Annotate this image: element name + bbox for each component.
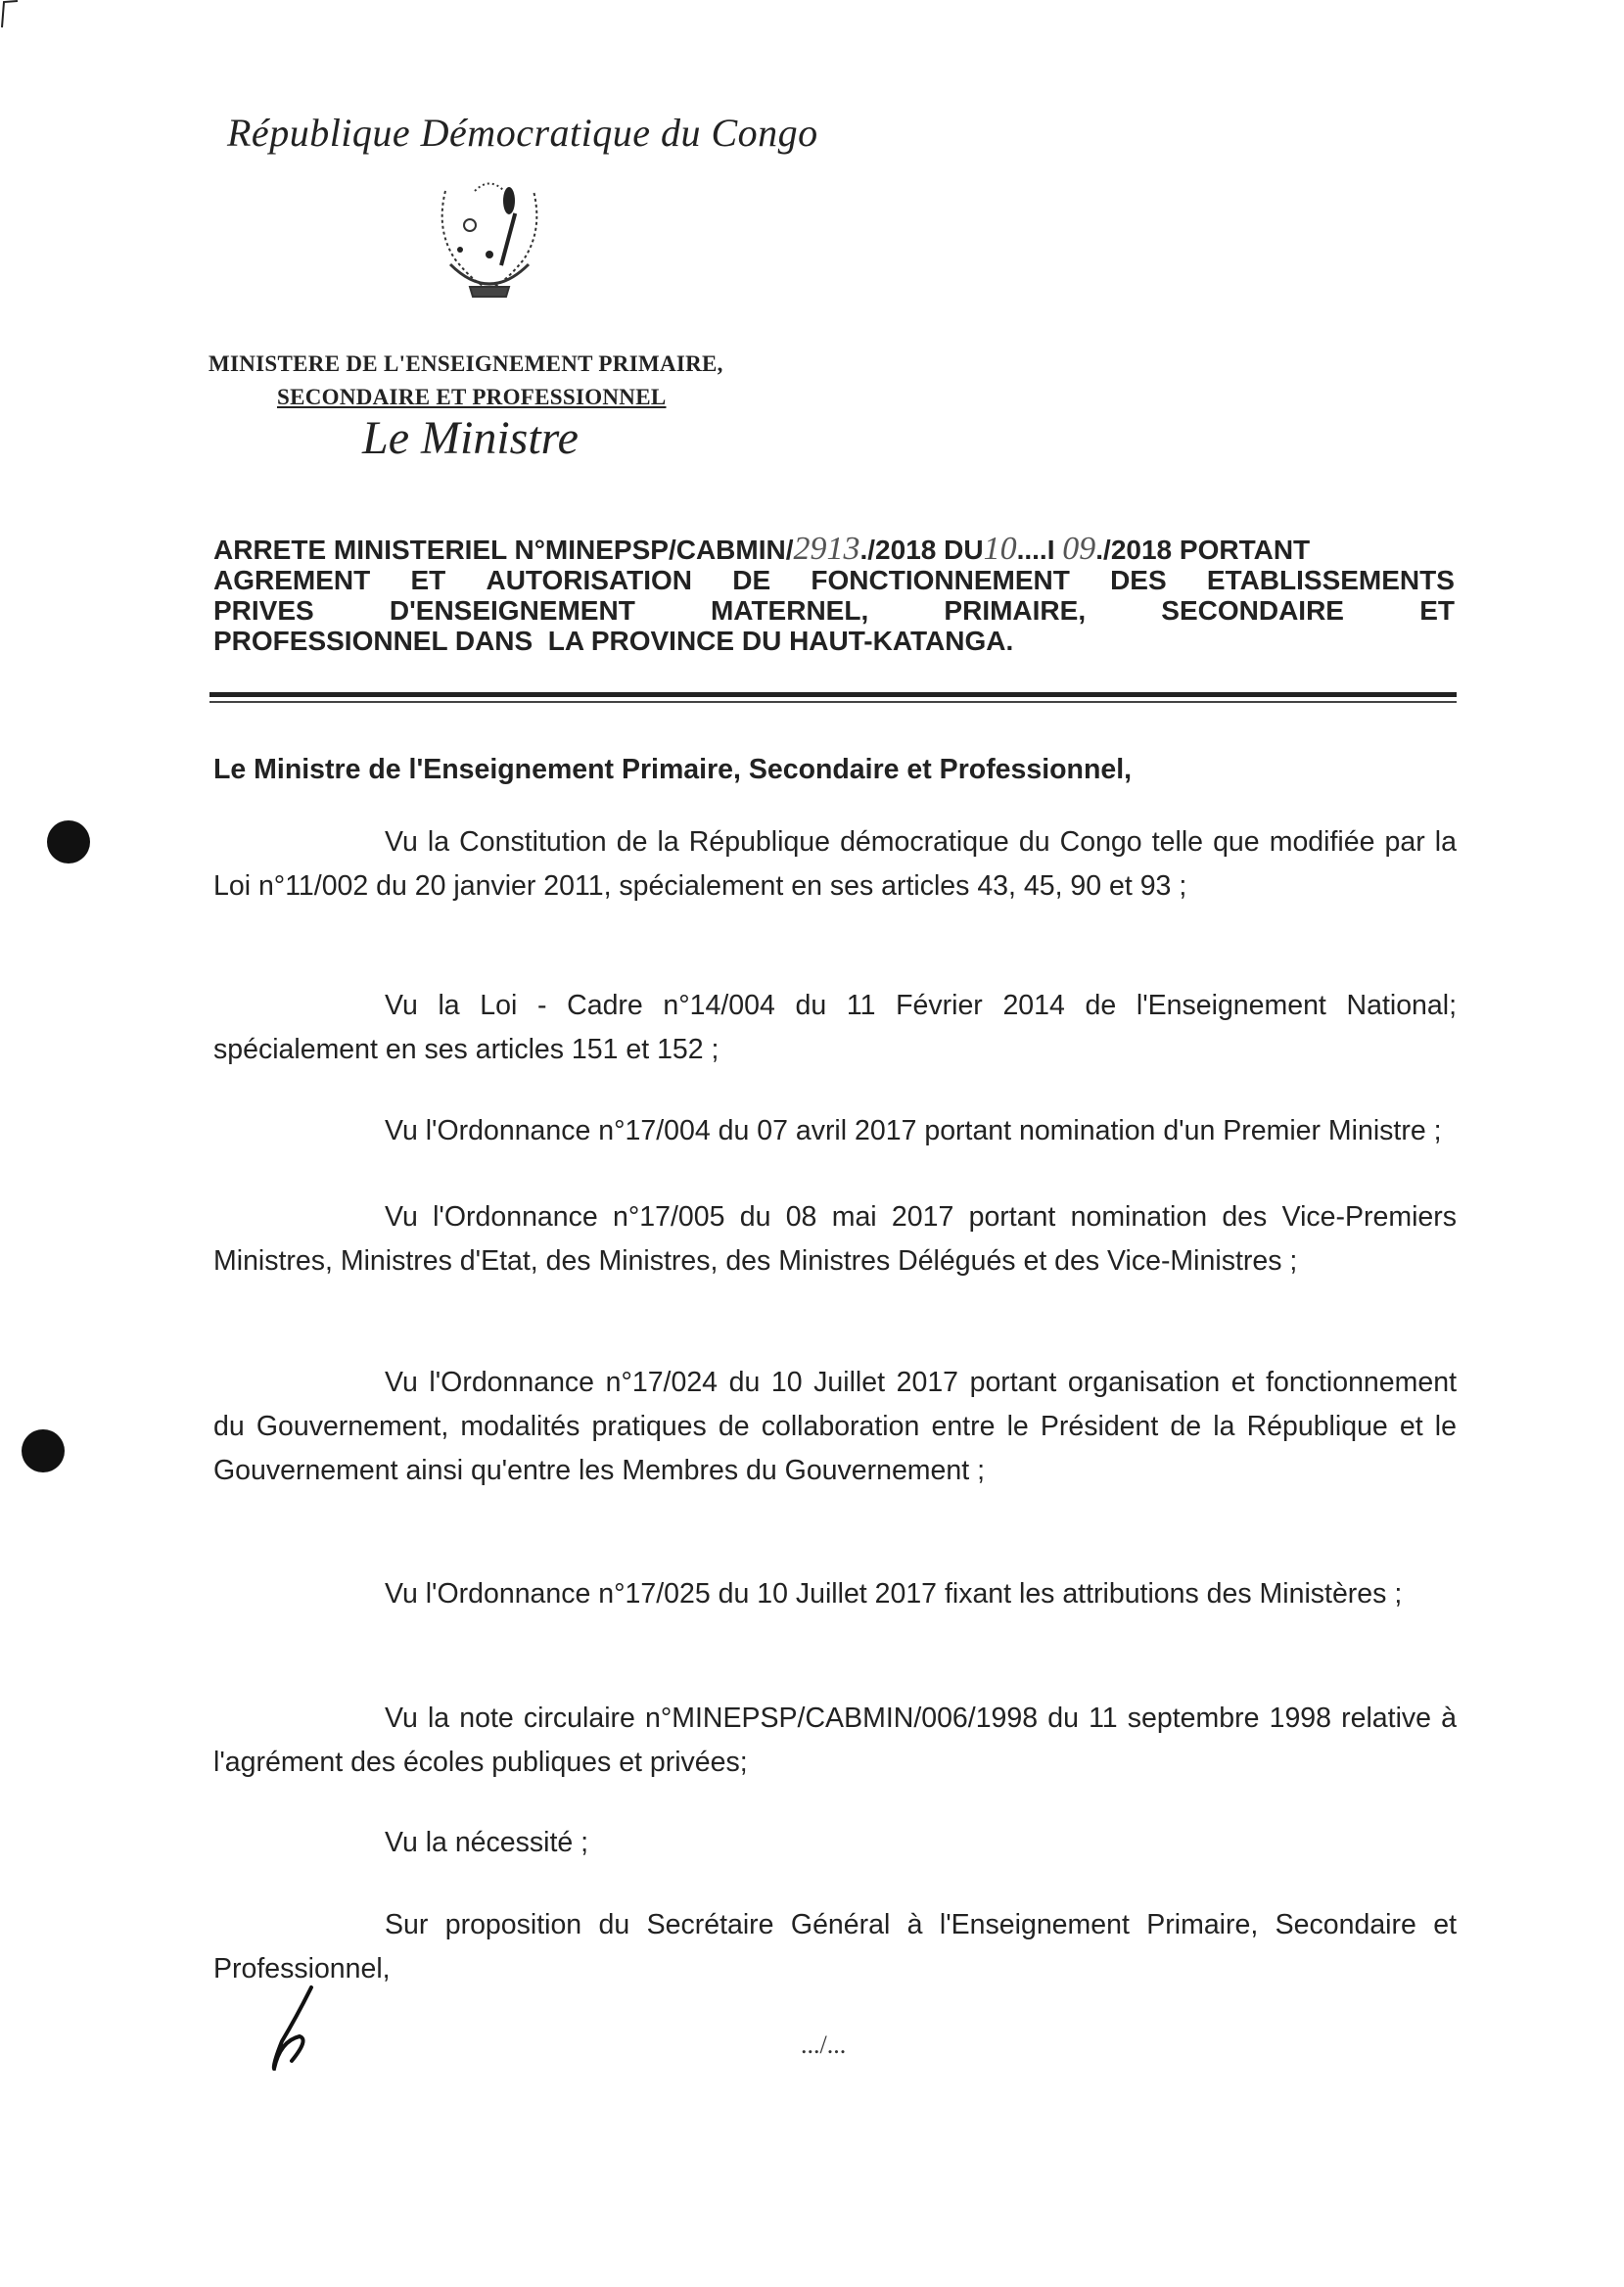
arrete-word: PRIVES [213,595,314,626]
paragraph-constitution: Vu la Constitution de la République démocratique du Congo telle que modifiée par la Loi n°11/002 du 20 janvier 2011, spécialement en ses articles 43, 45, 90 et 93 ; [213,826,1457,902]
page-continuation: .../... [801,2030,847,2059]
arrete-title-line-2 [213,565,1455,595]
ministry-line-2: SECONDAIRE ET PROFESSIONNEL [277,385,667,409]
scan-corner-mark [0,0,20,29]
handwritten-number: 2913 [793,531,860,567]
initial-signature [262,1983,331,2071]
arrete-word: MATERNEL, [710,595,869,626]
paragraph-ordonnance-vice-premiers: Vu l'Ordonnance n°17/005 du 08 mai 2017 portant nomination des Vice-Premiers Ministres, Ministres d'Etat, des Ministres, des Ministres Délégués et des Vice-Ministres ; [213,1201,1457,1277]
arrete-word: ET [410,565,446,595]
title-divider-thin [209,701,1457,703]
paragraph-ordonnance-premier-ministre: Vu l'Ordonnance n°17/004 du 07 avril 2017 portant nomination d'un Premier Ministre ; [385,1115,1442,1146]
paragraph-proposition: Sur proposition du Secrétaire Général à l'Enseignement Primaire, Secondaire et Professionnel, [213,1909,1457,1984]
handwritten-month: 09 [1062,531,1096,567]
title-divider-thick [209,692,1457,697]
arrete-word: DE [732,565,771,595]
arrete-word: DES [1110,565,1167,595]
arrete-year-portant: ./2018 PORTANT [1095,535,1311,565]
le-ministre-title: Le Ministre [362,412,579,464]
arrete-year-du: ./2018 DU [859,535,984,565]
arrete-title [213,531,1455,656]
arrete-title-line-1 [213,531,1455,567]
ministry-name [209,348,723,414]
arrete-word: FONCTIONNEMENT [811,565,1070,595]
arrete-title-line-3 [213,595,1455,626]
republic-title: République Démocratique du Congo [227,111,818,155]
arrete-word: ETABLISSEMENTS [1206,565,1455,595]
arrete-title-line-4: PROFESSIONNEL DANS LA PROVINCE DU HAUT-KATANGA. [213,626,1014,656]
punch-hole-mark [22,1429,65,1472]
arrete-word: PRIMAIRE, [944,595,1087,626]
paragraph-loi-cadre: Vu la Loi - Cadre n°14/004 du 11 Février 2014 de l'Enseignement National; spécialement en ses articles 151 et 152 ; [213,990,1457,1065]
arrete-prefix: ARRETE MINISTERIEL N°MINEPSP/CABMIN/ [213,535,794,565]
ministry-line-1: MINISTERE DE L'ENSEIGNEMENT PRIMAIRE, [209,351,723,376]
arrete-word: AGREMENT [213,565,371,595]
paragraph-ordonnance-attributions: Vu l'Ordonnance n°17/025 du 10 Juillet 2017 fixant les attributions des Ministères ; [385,1578,1403,1610]
arrete-date-separator: ....I [1016,535,1063,565]
body-heading: Le Ministre de l'Enseignement Primaire, Secondaire et Professionnel, [213,754,1133,785]
arrete-word: D'ENSEIGNEMENT [389,595,635,626]
paragraph-necessite: Vu la nécessité ; [385,1827,589,1858]
arrete-word: SECONDAIRE [1161,595,1344,626]
arrete-word: ET [1419,595,1455,626]
coat-of-arms-emblem [416,171,563,308]
arrete-word: AUTORISATION [486,565,693,595]
paragraph-note-circulaire: Vu la note circulaire n°MINEPSP/CABMIN/006/1998 du 11 septembre 1998 relative à l'agrément des écoles publiques et privées; [213,1703,1457,1778]
paragraph-ordonnance-gouvernement: Vu l'Ordonnance n°17/024 du 10 Juillet 2017 portant organisation et fonctionnement du Gouvernement, modalités pratiques de collaboration entre le Président de la République et le Gouvernement ainsi qu'entre les Membres du Gouvernement ; [213,1367,1457,1486]
handwritten-day: 10 [983,531,1017,567]
punch-hole-mark [47,820,90,863]
